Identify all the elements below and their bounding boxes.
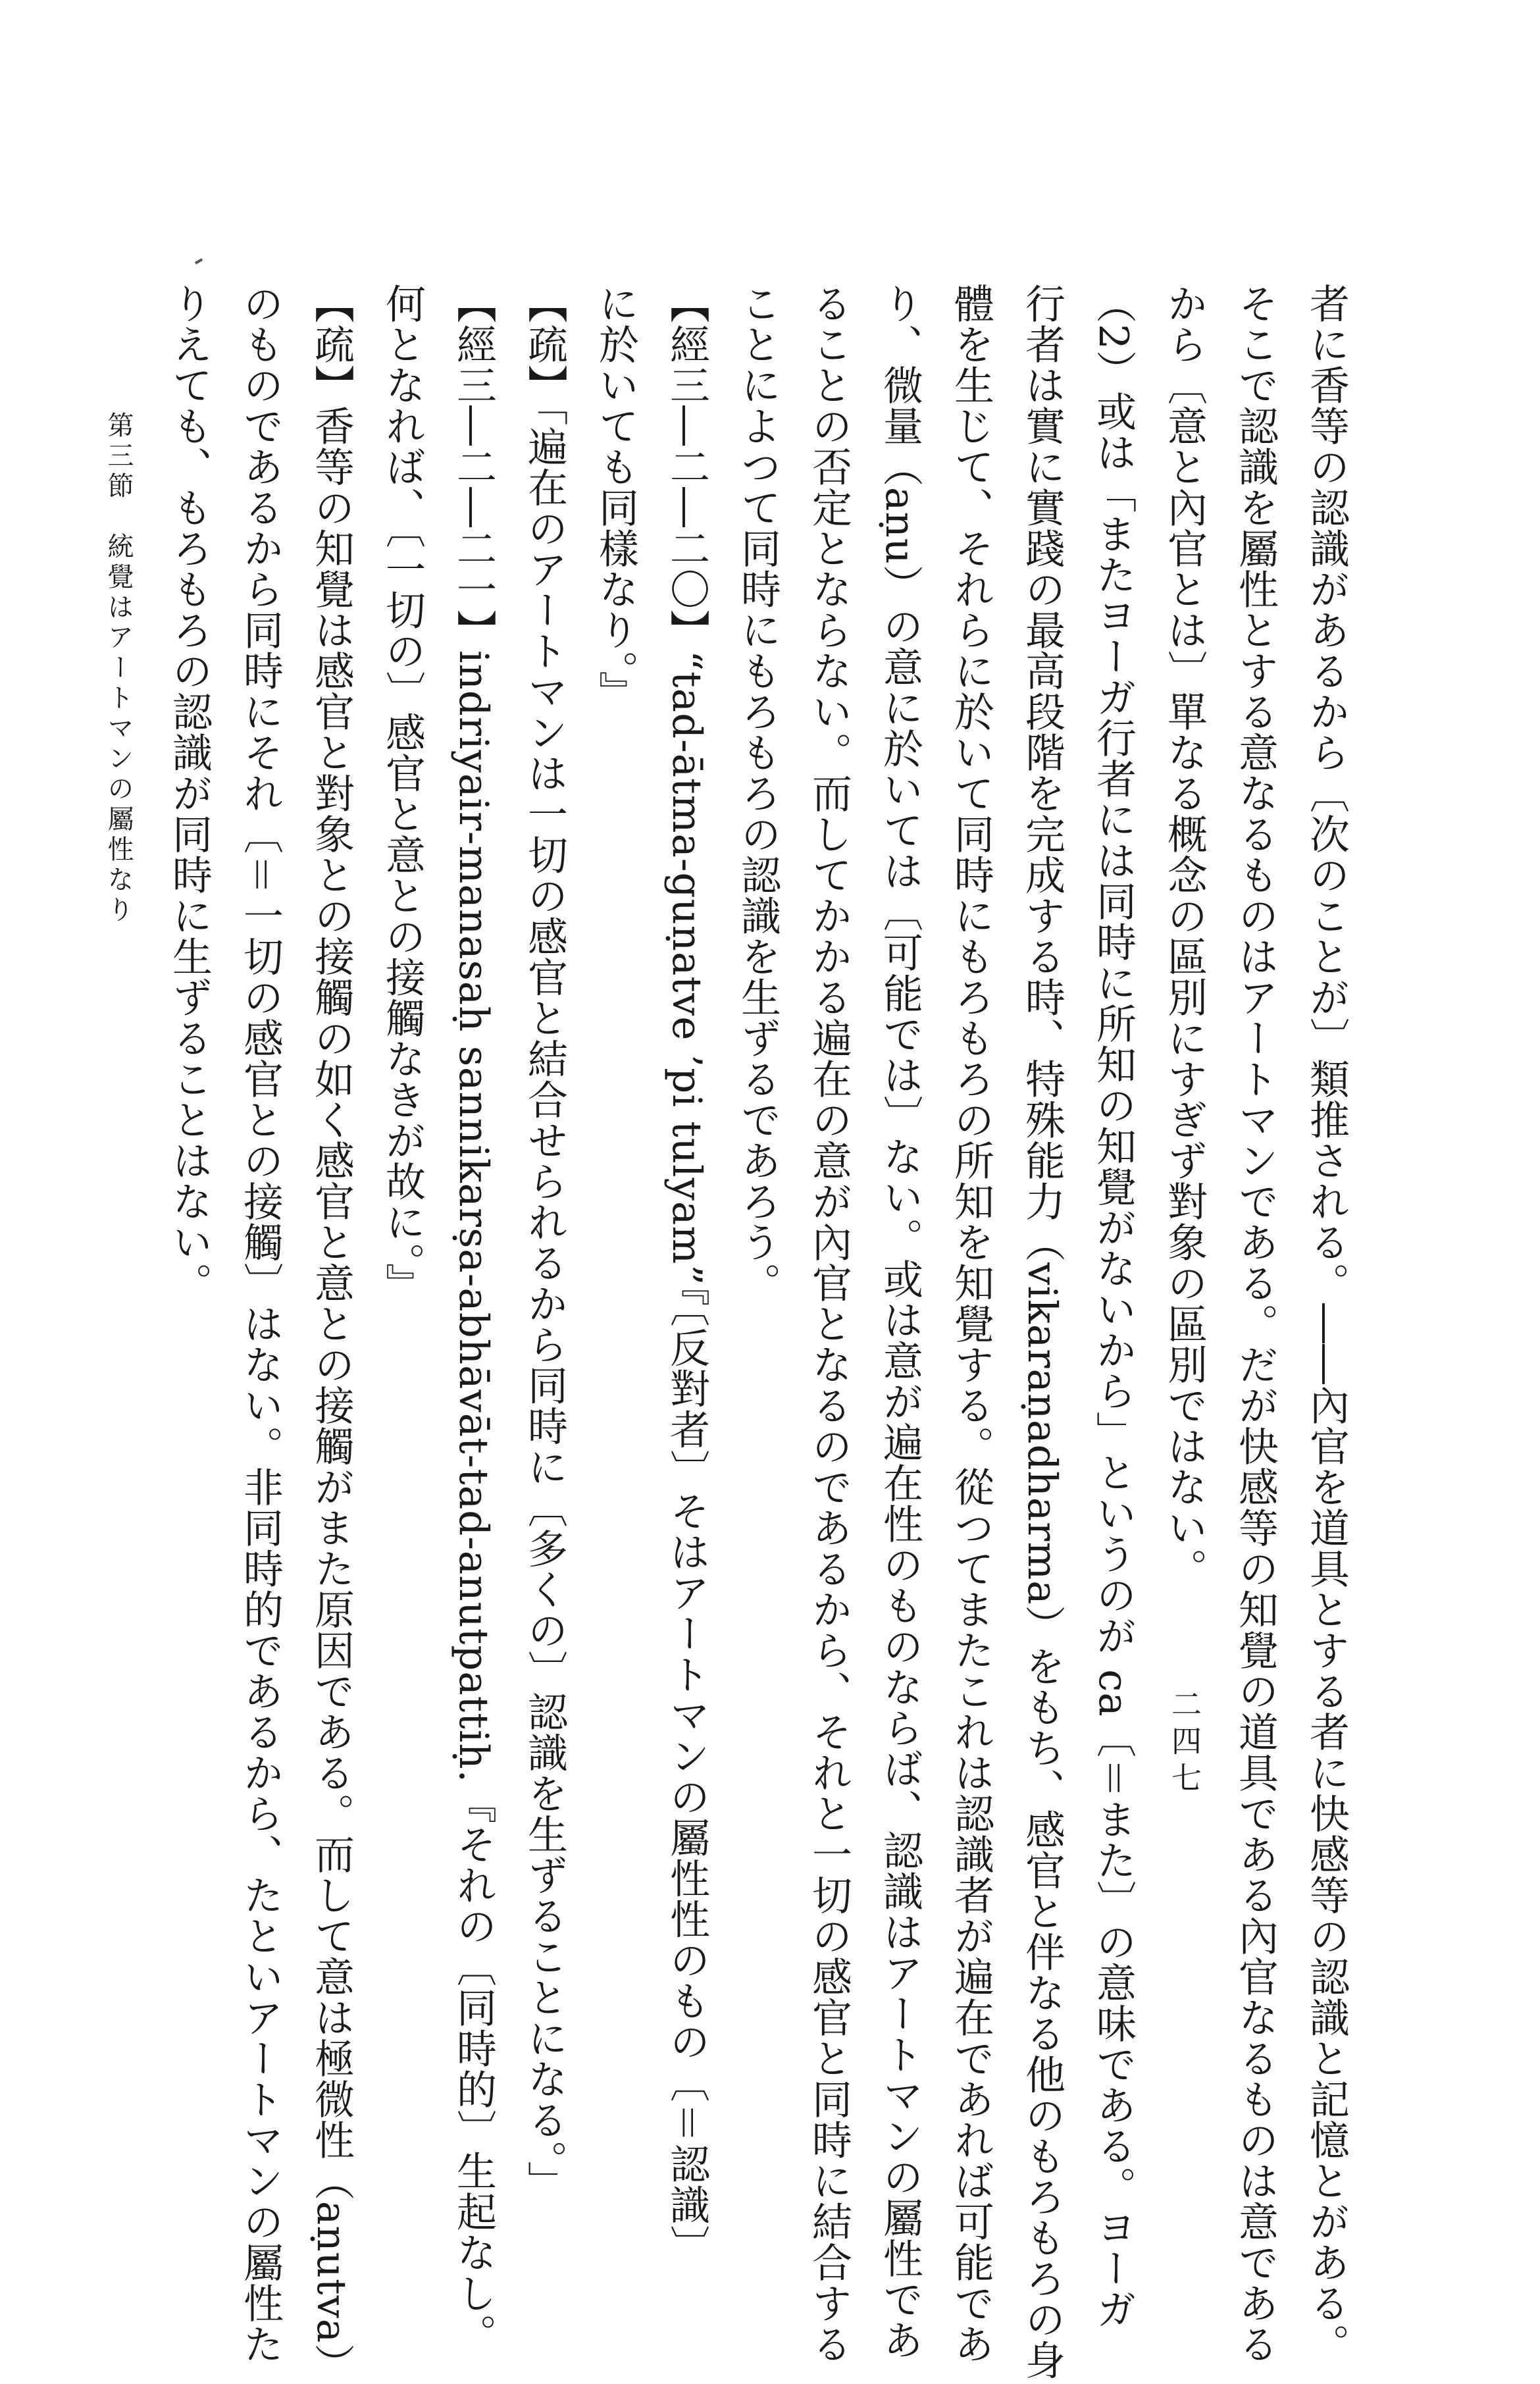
text-column-7: り、微量（aṇu）の意に於いては〔可能では〕ない。或は意が遍在性のものならば、認識はアートマンの屬性であ	[877, 283, 923, 2360]
text-column-5: 行者は實に實踐の最高段階を完成する時、特殊能力（vikaraṇadharma）をもち、感官と伴なる他のもろもろの身	[1019, 283, 1065, 2381]
text-column-11: に於いても同樣なり。』	[592, 283, 639, 712]
text-column-17: りえても、もろもろの認識が同時に生ずることはない。	[166, 283, 213, 1303]
sutra-3-2-21: 【經三―二―二一】indriyair-manasaḥ sannikarṣa-abhāvāt-tad-anutpattiḥ.『それの〔同時的〕生起なし。	[450, 283, 497, 2355]
text-column-9: ことによつて同時にもろもろの認識を生ずるであろう。	[734, 283, 781, 1303]
commentary-3-2-21: 【疏】香等の知覺は感官と對象との接觸の如く感官と意との接觸がまた原因である。而して意は極微性（aṇutva）	[308, 283, 355, 2384]
text-column-3: から〔意と內官とは〕單なる概念の區別にすぎず對象の區別ではない。	[1161, 283, 1208, 1589]
commentary-3-2-20: 【疏】「遍在のアートマンは一切の感官と結合せられるから同時に〔多くの〕認識を生ずることになる。」	[521, 283, 568, 2202]
sutra-3-2-20: 【經三―二―二〇】“tad-ātma-guṇatve ’pi tulyam”『〔反對者〕そはアートマンの屬性性のもの〔＝認識〕	[663, 283, 710, 2266]
page-number: 二四七	[1167, 1688, 1202, 1799]
running-head: 第三節 統覺はアートマンの屬性なり	[103, 411, 134, 926]
text-column-14: 何となれば、〔一切の〕感官と意との接觸なきが故に。』	[379, 283, 426, 1304]
text-column-4: （2）或は「またヨーガ行者には同時に所知の知覺がないから」というのが ca〔＝また〕の意味である。ヨーガ	[1090, 283, 1137, 2329]
text-column-6: 體を生じて、それらに於いて同時にもろもろの所知を知覺する。從つてまたこれは認識者が遍在であれば可能であ	[948, 283, 994, 2364]
stray-ink-mark	[195, 258, 203, 264]
text-column-8: ることの否定とならない。而してかかる遍在の意が內官となるのであるから、それと一切の感官と同時に結合する	[806, 283, 852, 2364]
text-column-1: 者に香等の認識があるから〔次のことが〕類推される。――內官を道具とする者に快感等の認識と記憶とがある。	[1303, 283, 1350, 2364]
text-column-2: そこで認識を屬性とする意なるものはアートマンである。だが快感等の知覺の道具である內官なるものは意である	[1232, 283, 1279, 2364]
text-column-16: のものであるから同時にそれ〔＝一切の感官との接觸〕はない。非同時的であるから、たといアートマンの屬性た	[237, 283, 284, 2364]
